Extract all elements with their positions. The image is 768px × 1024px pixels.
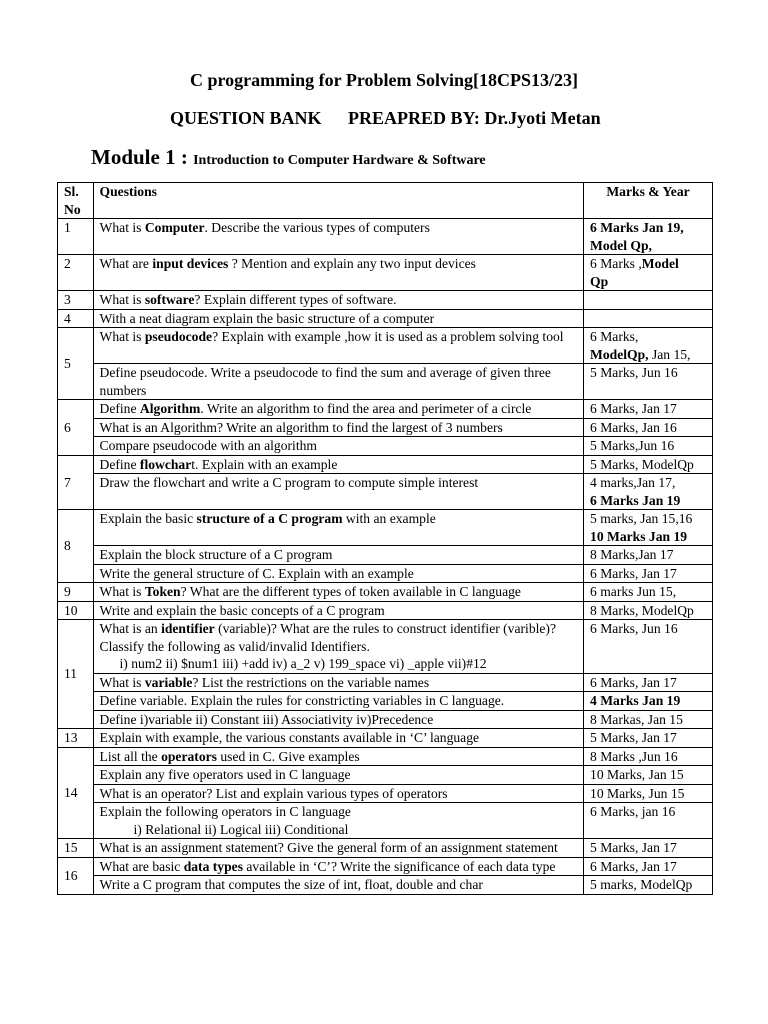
table-row	[58, 692, 713, 711]
column-header-sl: Sl. No	[58, 183, 94, 219]
marks-cell: 6 Marks, ModelQp, Jan 15,	[584, 328, 713, 364]
marks-cell: 5 marks, ModelQp	[584, 876, 713, 895]
table-row: 6 Define Algorithm. Write an algorithm to find the area and perimeter of a circle 6 Marks, Jan 17	[58, 400, 713, 419]
table-row: 2 What are input devices ? Mention and explain any two input devices 6 Marks ,Model Qp	[58, 255, 713, 291]
marks-cell: 8 Marks, ModelQp	[584, 601, 713, 620]
table-row: 1 What is Computer. Describe the various types of computers 6 Marks Jan 19, Model Qp,	[58, 219, 713, 255]
question-cell: With a neat diagram explain the basic structure of a computer	[93, 309, 583, 328]
table-row: 3 What is software? Explain different types of software.	[58, 291, 713, 310]
table-row: 15 What is an assignment statement? Give the general form of an assignment statement 5 Marks, Jan 17	[58, 839, 713, 858]
question-cell: What is Token? What are the different types of token available in C language	[93, 583, 583, 602]
marks-cell	[584, 309, 713, 328]
marks-cell: 6 Marks Jan 19, Model Qp,	[584, 219, 713, 255]
marks-cell: 4 marks,Jan 17, 6 Marks Jan 19	[584, 474, 713, 510]
question-cell: What is variable? List the restrictions on the variable names	[93, 673, 583, 692]
module-name: Module 1 :	[91, 145, 194, 169]
table-row: 8 Explain the basic structure of a C program with an example 5 marks, Jan 15,16 10 Marks Jan 19	[58, 510, 713, 546]
table-row: 7 Define flowchart. Explain with an example 5 Marks, ModelQp	[58, 455, 713, 474]
table-row	[58, 418, 713, 437]
table-row: 10 Write and explain the basic concepts of a C program 8 Marks, ModelQp	[58, 601, 713, 620]
module-heading	[91, 145, 486, 170]
marks-cell: 6 marks Jun 15,	[584, 583, 713, 602]
table-row	[58, 564, 713, 583]
table-row: 5 What is pseudocode? Explain with example ,how it is used as a problem solving tool 6 Marks, ModelQp, Jan 15,	[58, 328, 713, 364]
question-cell: Define variable. Explain the rules for constricting variables in C language.	[93, 692, 583, 711]
marks-cell: 6 Marks, Jan 17	[584, 673, 713, 692]
table-row: 13 Explain with example, the various constants available in ‘C’ language 5 Marks, Jan 17	[58, 729, 713, 748]
marks-cell: 5 Marks,Jun 16	[584, 437, 713, 456]
question-cell: What is Computer. Describe the various types of computers	[93, 219, 583, 255]
marks-cell: 6 Marks, jan 16	[584, 803, 713, 839]
table-row	[58, 437, 713, 456]
table-row	[58, 546, 713, 565]
marks-cell: 6 Marks, Jan 16	[584, 418, 713, 437]
question-bank-label: QUESTION BANK	[170, 108, 322, 128]
column-header-marks: Marks & Year	[584, 183, 713, 219]
question-cell: What is an identifier (variable)? What are the rules to construct identifier (varible)? Classify the following as valid/invalid Identifiers. i) num2 ii) $num1 iii) +add iv) a_2 v) 199_space vi) _apple vii)#12	[93, 620, 583, 674]
document-title: C programming for Problem Solving[18CPS13/23]	[190, 70, 578, 90]
question-cell: Write the general structure of C. Explain with an example	[93, 564, 583, 583]
marks-cell: 6 Marks, Jan 17	[584, 857, 713, 876]
question-table	[57, 182, 713, 895]
question-cell: Compare pseudocode with an algorithm	[93, 437, 583, 456]
table-row	[58, 784, 713, 803]
question-cell: Draw the flowchart and write a C program to compute simple interest	[93, 474, 583, 510]
table-row: 16 What are basic data types available in ‘C’? Write the significance of each data type 6 Marks, Jan 17	[58, 857, 713, 876]
question-cell: What is an operator? List and explain various types of operators	[93, 784, 583, 803]
question-cell: Define i)variable ii) Constant iii) Associativity iv)Precedence	[93, 710, 583, 729]
marks-cell: 8 Markas, Jan 15	[584, 710, 713, 729]
table-row: 14 List all the operators used in C. Give examples 8 Marks ,Jun 16	[58, 747, 713, 766]
marks-cell: 5 Marks, Jun 16	[584, 364, 713, 400]
table-row	[58, 364, 713, 400]
marks-cell: 5 Marks, Jan 17	[584, 729, 713, 748]
marks-cell: 6 Marks ,Model Qp	[584, 255, 713, 291]
question-cell: Explain with example, the various constants available in ‘C’ language	[93, 729, 583, 748]
question-cell: Define pseudocode. Write a pseudocode to find the sum and average of given three numbers	[93, 364, 583, 400]
table-row	[58, 803, 713, 839]
table-row: 9 What is Token? What are the different types of token available in C language 6 marks Jun 15,	[58, 583, 713, 602]
prepared-by-label: PREAPRED BY: Dr.Jyoti Metan	[348, 108, 601, 128]
marks-cell: 4 Marks Jan 19	[584, 692, 713, 711]
marks-cell: 8 Marks ,Jun 16	[584, 747, 713, 766]
marks-cell: 5 Marks, Jan 17	[584, 839, 713, 858]
question-cell: What are input devices ? Mention and explain any two input devices	[93, 255, 583, 291]
question-cell: Explain any five operators used in C language	[93, 766, 583, 785]
question-cell: Define flowchart. Explain with an example	[93, 455, 583, 474]
question-cell: Define Algorithm. Write an algorithm to find the area and perimeter of a circle	[93, 400, 583, 419]
marks-cell: 5 marks, Jan 15,16 10 Marks Jan 19	[584, 510, 713, 546]
question-cell: What are basic data types available in ‘C’? Write the significance of each data type	[93, 857, 583, 876]
question-cell: What is pseudocode? Explain with example ,how it is used as a problem solving tool	[93, 328, 583, 364]
table-row	[58, 673, 713, 692]
marks-cell: 6 Marks, Jan 17	[584, 564, 713, 583]
marks-cell: 6 Marks, Jan 17	[584, 400, 713, 419]
marks-cell: 10 Marks, Jun 15	[584, 784, 713, 803]
marks-cell: 8 Marks,Jan 17	[584, 546, 713, 565]
question-cell: Write a C program that computes the size of int, float, double and char	[93, 876, 583, 895]
table-row	[58, 876, 713, 895]
question-cell: What is an assignment statement? Give the general form of an assignment statement	[93, 839, 583, 858]
question-cell: Explain the basic structure of a C program with an example	[93, 510, 583, 546]
question-cell: Write and explain the basic concepts of a C program	[93, 601, 583, 620]
document-subtitle	[170, 108, 601, 129]
column-header-questions: Questions	[93, 183, 583, 219]
table-row	[58, 766, 713, 785]
question-cell: What is software? Explain different types of software.	[93, 291, 583, 310]
module-description: Introduction to Computer Hardware & Software	[193, 153, 486, 168]
marks-cell: 6 Marks, Jun 16	[584, 620, 713, 674]
marks-cell: 10 Marks, Jan 15	[584, 766, 713, 785]
table-row: 4 With a neat diagram explain the basic structure of a computer	[58, 309, 713, 328]
table-row: 11 What is an identifier (variable)? What are the rules to construct identifier (varible)? Classify the following as valid/invalid Identifiers. i) num2 ii) $num1 iii) +add iv) a_2 v) 199_space vi) _apple vii)#12 6 Marks, Jun 16	[58, 620, 713, 674]
table-row	[58, 710, 713, 729]
marks-cell: 5 Marks, ModelQp	[584, 455, 713, 474]
table-header-row	[58, 183, 713, 219]
marks-cell	[584, 291, 713, 310]
question-cell: Explain the block structure of a C program	[93, 546, 583, 565]
question-cell: Explain the following operators in C language i) Relational ii) Logical iii) Conditional	[93, 803, 583, 839]
question-cell: List all the operators used in C. Give examples	[93, 747, 583, 766]
question-cell: What is an Algorithm? Write an algorithm to find the largest of 3 numbers	[93, 418, 583, 437]
table-row	[58, 474, 713, 510]
